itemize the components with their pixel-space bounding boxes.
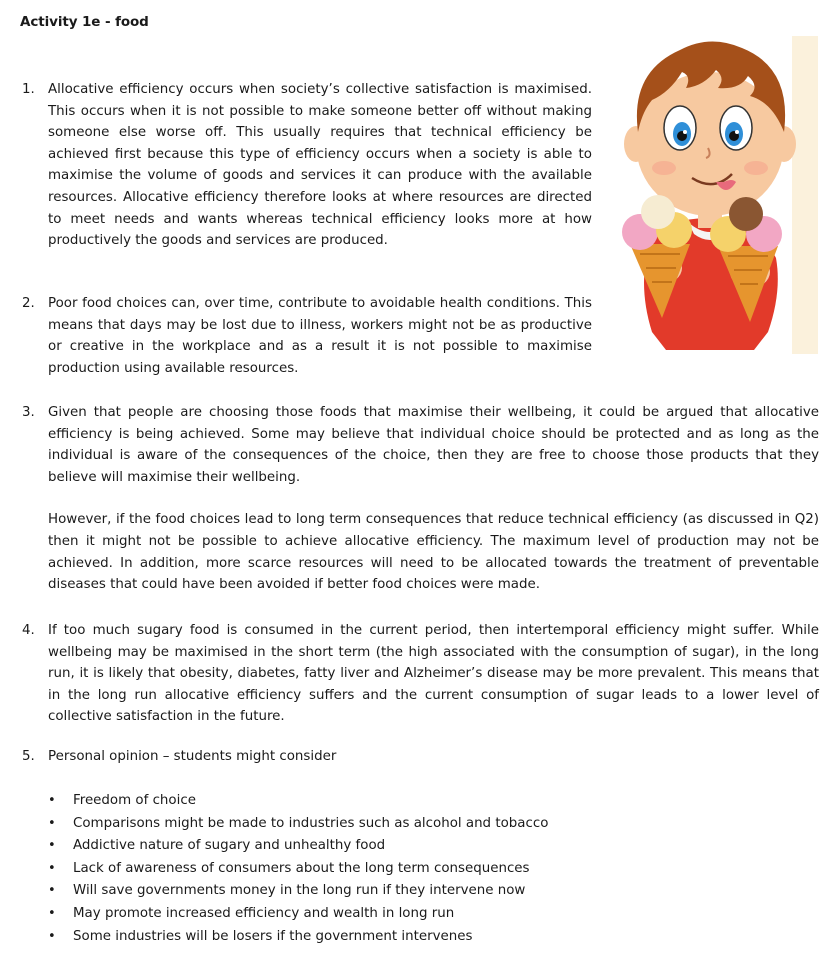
- item-paragraph: Given that people are choosing those foods that maximise their wellbeing, it could be argued that allocative efficiency is being achieved. Some may believe that individual choice should be protected and as long as the individual is aware of the consequences of the choice, then they are free to choose those products that they believe will maximise their wellbeing.: [48, 405, 819, 485]
- bullet-icon: •: [48, 905, 56, 921]
- item-number: 1.: [22, 82, 35, 97]
- item-number: 5.: [22, 749, 35, 764]
- bullet-text: Lack of awareness of consumers about the long term consequences: [73, 860, 530, 876]
- right-scoop-brown: [729, 197, 763, 231]
- bullet-icon: •: [48, 883, 56, 899]
- item-number: 3.: [22, 405, 35, 420]
- bullet-item: [48, 813, 548, 836]
- bullet-item: [48, 790, 548, 813]
- bullet-icon: •: [48, 815, 56, 831]
- answer-item-3: [22, 402, 819, 596]
- item-body: [48, 402, 819, 596]
- bullet-text: Addictive nature of sugary and unhealthy food: [73, 838, 386, 854]
- answer-item-5: [22, 746, 819, 768]
- bullet-item: [48, 903, 548, 926]
- item-paragraph: Allocative efficiency occurs when society’s collective satisfaction is maximised. This occurs when it is not possible to make someone better off without making someone else worse off. This usually requires that technical efficiency be achieved first because this type of efficiency occurs when a society is able to maximise the volume of goods and services it can produce with the available resources. Allocative efficiency therefore looks at where resources are directed to meet needs and wants whereas technical efficiency looks more at how productively the goods and services are produced.: [48, 82, 592, 249]
- item-body: [48, 293, 592, 379]
- bullet-icon: •: [48, 793, 56, 808]
- item-body: [48, 746, 819, 768]
- item-number: 2.: [22, 296, 35, 311]
- bullet-icon: •: [48, 838, 56, 854]
- bullet-item: [48, 858, 548, 881]
- item-paragraph: Personal opinion – students might consider: [48, 749, 337, 764]
- bullet-text: Will save governments money in the long run if they intervene now: [73, 883, 526, 899]
- item-paragraph: However, if the food choices lead to long term consequences that reduce technical efficiency (as discussed in Q2) then it might not be possible to achieve allocative efficiency. The maximum level of production may not be achieved. In addition, more scarce resources will need to be allocated towards the treatment of preventable diseases that could have been avoided if better food choices were made.: [48, 512, 819, 593]
- item-body: [48, 620, 819, 728]
- bullet-item: [48, 880, 548, 903]
- bullet-list: [48, 790, 548, 948]
- bullet-item: [48, 926, 548, 949]
- bullet-text: Comparisons might be made to industries such as alcohol and tobacco: [73, 815, 549, 831]
- item-paragraph: Poor food choices can, over time, contribute to avoidable health conditions. This means that days may be lost due to illness, workers might not be as productive or creative in the workplace and as a result it is not possible to maximise production using available resources.: [48, 296, 592, 376]
- answer-item-4: [22, 620, 819, 728]
- answer-item-2: [22, 293, 592, 379]
- bullet-text: Some industries will be losers if the government intervenes: [73, 928, 473, 944]
- bullet-item: [48, 835, 548, 858]
- boy-with-ice-cream-illustration: [600, 32, 820, 356]
- left-scoop-cream: [641, 195, 675, 229]
- decorative-strip: [792, 36, 818, 354]
- page-title: Activity 1e - food: [20, 14, 149, 30]
- answer-item-1: [22, 79, 592, 252]
- bullet-icon: •: [48, 860, 56, 876]
- item-paragraph: If too much sugary food is consumed in the current period, then intertemporal efficiency might suffer. While wellbeing may be maximised in the short term (the high associated with the consumption of sugar), in the long run, it is likely that obesity, diabetes, fatty liver and Alzheimer’s disease may be more prevalent. This means that in the long run allocative efficiency suffers and the current consumption of sugar leads to a lower level of collective satisfaction in the future.: [48, 623, 819, 725]
- bullet-text: Freedom of choice: [73, 793, 196, 808]
- bullet-icon: •: [48, 928, 56, 944]
- item-number: 4.: [22, 623, 35, 638]
- bullet-text: May promote increased efficiency and wealth in long run: [73, 905, 455, 921]
- item-body: [48, 79, 592, 252]
